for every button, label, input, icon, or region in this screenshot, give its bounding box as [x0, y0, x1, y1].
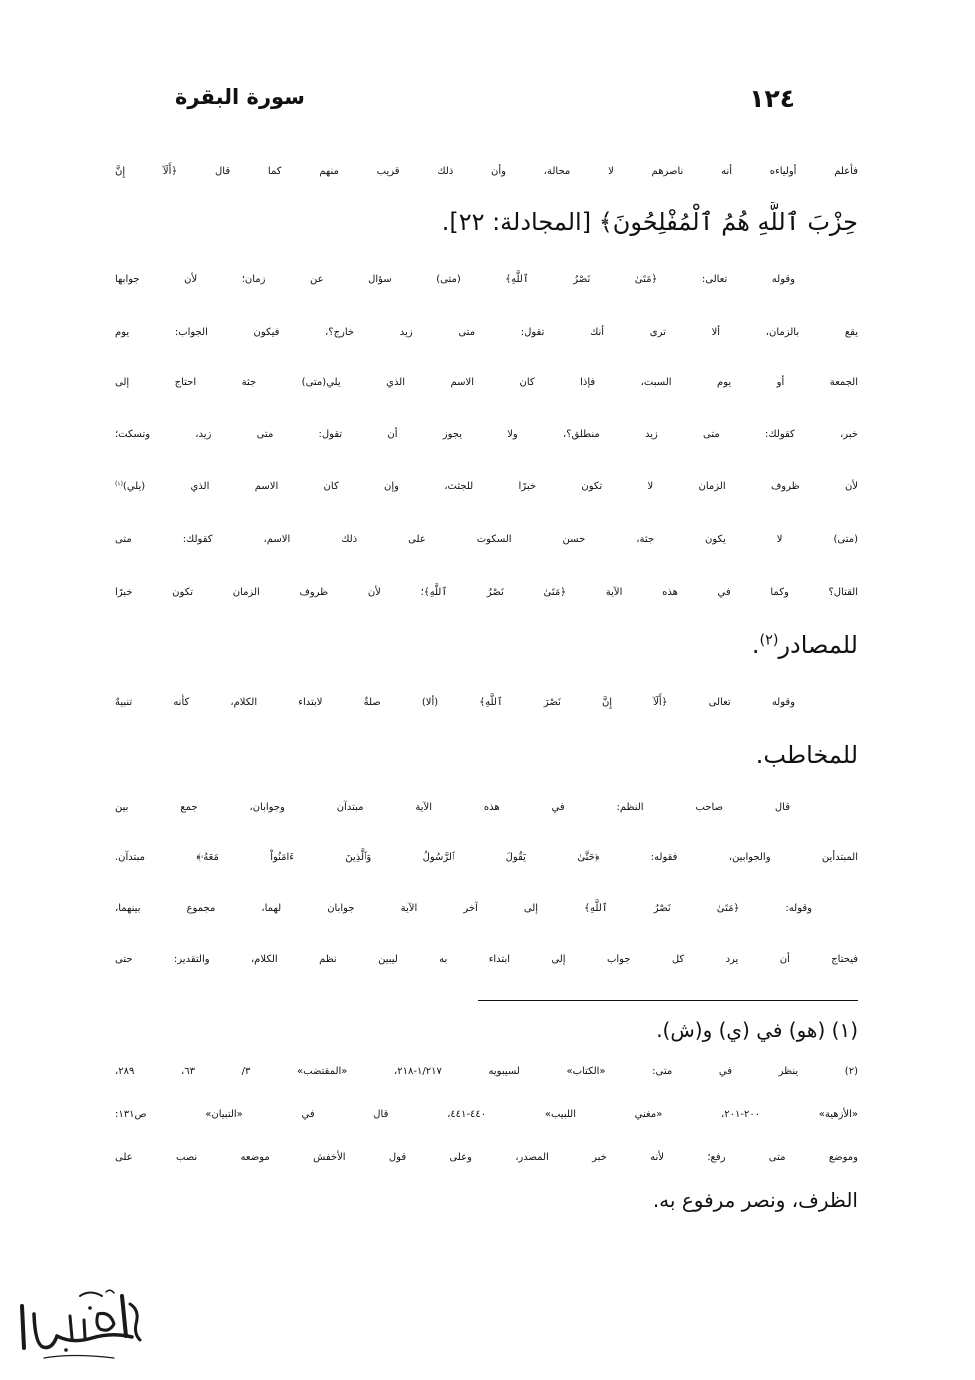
body-line-text — [752, 631, 858, 659]
footnote-reference: (١) — [115, 480, 123, 488]
body-line — [115, 838, 858, 880]
body-line-text: فأعلم أولياءه أنه ناصرهم لا محالة، وأن ذلك قريب منهم كما قال ﴿أَلَآ إِنَّ — [115, 166, 858, 177]
footnote-text: الظرف، ونصر مرفوع به. — [652, 1188, 858, 1212]
footnote-reference: (٢) — [759, 632, 779, 649]
paragraph-start-line — [115, 788, 858, 830]
footnote-line — [115, 1140, 858, 1178]
body-line-text: (متى) لا يكون جثة، حسن السكوت على ذلك الاسم، كقولك: متى — [115, 534, 858, 545]
body-line-text-part: . — [751, 631, 760, 659]
body-line-text: يقع بالزمان، ألا ترى أنك تقول: متى زيد خارج؟، فيكون الجواب: يوم — [115, 327, 858, 338]
body-line — [115, 625, 858, 667]
page-number: ١٢٤ — [749, 84, 795, 113]
footnote-text: وموضع متى رفع؛ لأنه خبر المصدر، وعلى قول الأخفش موضعه نصب على — [115, 1152, 858, 1163]
footnote-line — [115, 1054, 858, 1092]
paragraph-start-line — [115, 260, 858, 302]
body-line-text-part: لأن ظروف الزمان لا تكون خبرًا للجثث، وإن كان الاسم الذي (يلي) — [122, 481, 858, 492]
footnote-line — [115, 1012, 858, 1050]
footnote-divider — [478, 1000, 858, 1001]
body-line-text: القتال؟ وكما في هذه الآية ﴿مَتَىٰ نَصْرُ ٱللَّهِ﴾؛ لأن ظروف الزمان تكون خبرًا — [115, 587, 858, 598]
body-line — [115, 152, 858, 194]
body-line-text: قال صاحب النظم: في هذه الآية مبتدآن وجوابان، جمع بين — [115, 802, 790, 813]
body-line-text: فيحتاج أن يرد كل جواب إلى ابتداء به ليبين نظم الكلام، والتقدير: حتى — [115, 954, 858, 965]
body-line — [115, 520, 858, 562]
body-line-text: المبتدأين والجوابين، فقوله: ﴿حَتَّىٰ يَقُولَ ٱلرَّسُولُ وَٱلَّذِينَ ءَامَنُواْ مَعَهُۥ﴾ مبتدآن. — [115, 852, 858, 863]
footnote-line — [115, 1182, 858, 1220]
body-line-text: الجمعة أو يوم السبت، فإذا كان الاسم الذي يلي(متى) جثة احتاج إلى — [115, 377, 858, 388]
body-line — [115, 202, 858, 244]
body-line-text: خبر، كقولك: متى زيد منطلق؟، ولا يجوز أن تقول: متى زيد، وتسكت؛ — [115, 429, 858, 440]
body-line — [115, 735, 858, 777]
body-line-text: للمخاطب. — [755, 741, 858, 769]
running-title: سورة البقرة — [175, 85, 305, 109]
watermark-logo — [10, 1284, 150, 1368]
body-line-text: وقوله تعالى: ﴿مَتَىٰ نَصْرُ ٱللَّهِ﴾ (متى) سؤال عن زمان؛ لأن جوابها — [115, 274, 795, 285]
body-line — [115, 415, 858, 457]
paragraph-start-line — [115, 889, 858, 931]
footnote-text: «الأزهية» ٢٠٠-٢٠١، «مغني اللبيب» ٤٤٠-٤٤١، قال في «التبيان» ص١٣١: — [115, 1109, 858, 1120]
paragraph-start-line — [115, 683, 858, 725]
body-line-text-part: للمصادر — [778, 631, 858, 659]
body-line — [115, 573, 858, 615]
body-line-text: وقوله: ﴿مَتَىٰ نَصْرُ ٱللَّهِ﴾ إلى آخر الآية جوابان لهما، مجموع بينهما، — [115, 903, 812, 914]
body-line — [115, 363, 858, 405]
footnote-line — [115, 1097, 858, 1135]
body-line-text: وقوله تعالى ﴿أَلَآ إِنَّ نَصْرَ ٱللَّهِ﴾ (ألا) صلةٌ لابتداء الكلام، كأنه تنبيهٌ — [115, 697, 795, 708]
body-line-text: حِزْبَ ٱللَّهِ هُمُ ٱلْمُفْلِحُونَ﴾ [المجادلة: ٢٢]. — [441, 208, 858, 236]
body-line — [115, 313, 858, 355]
body-line — [115, 467, 858, 509]
footnote-text: (٢) ينظر في متى: «الكتاب» لسيبويه ١/٢١٧-٢١٨، «المقتضب» ٣/ ٦٣، ٢٨٩، — [115, 1066, 858, 1077]
body-line — [115, 940, 858, 982]
body-line-text — [115, 481, 858, 492]
footnote-text: (١) (هو) في (ي) و(ش). — [656, 1018, 858, 1042]
